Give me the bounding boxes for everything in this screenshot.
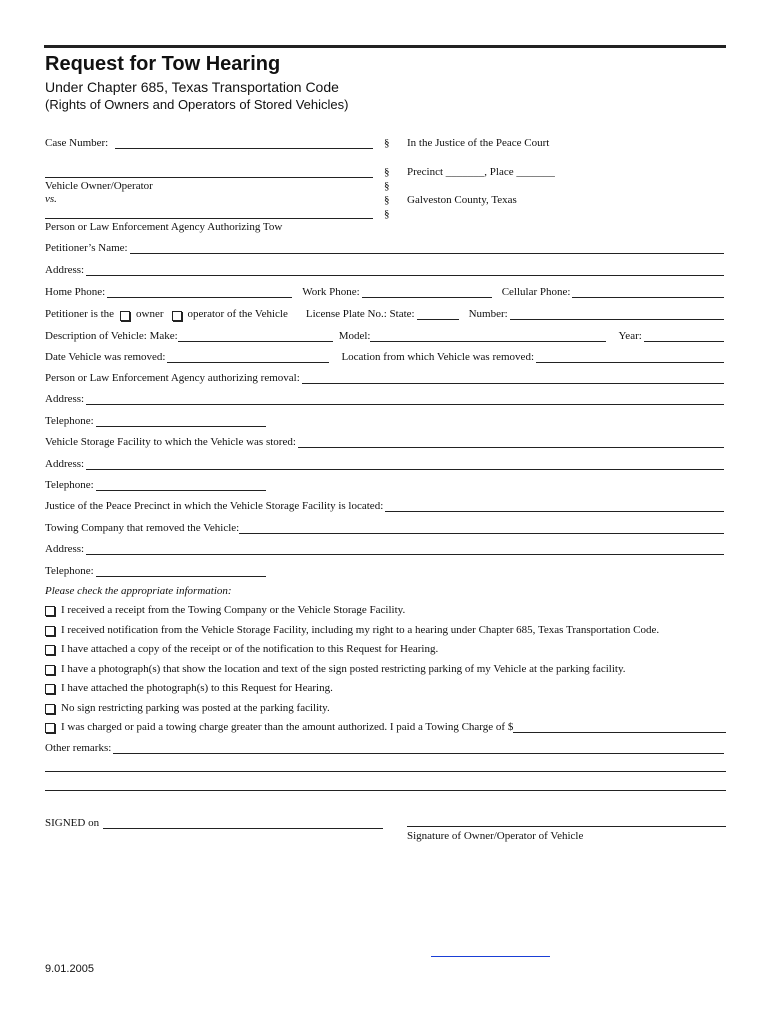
make-label: Description of Vehicle: Make: — [45, 330, 178, 342]
operator-checkbox[interactable] — [172, 311, 182, 321]
checklist-item-label: I have attached the photograph(s) to this Request for Hearing. — [61, 682, 333, 694]
address-label: Address: — [45, 264, 85, 276]
towing-charge-field[interactable] — [513, 722, 726, 733]
make-field[interactable] — [178, 331, 333, 342]
year-field[interactable] — [644, 331, 724, 342]
checklist-item — [45, 663, 626, 675]
checklist-item-label: I have a photograph(s) that show the location and text of the sign posted restricting parking of my Vehicle at the parking facility. — [61, 663, 626, 675]
remarks-line[interactable] — [45, 771, 726, 772]
facility-telephone-field[interactable] — [96, 480, 266, 491]
section-symbol: § — [384, 194, 390, 206]
model-label: Model: — [338, 330, 371, 342]
authorizing-agency-row — [45, 370, 726, 384]
checklist-item-label: I have attached a copy of the receipt or of the notification to this Request for Hearing. — [61, 643, 439, 655]
towing-address-row — [45, 541, 726, 555]
county-label: Galveston County, Texas — [407, 194, 517, 206]
other-remarks-label: Other remarks: — [45, 742, 112, 754]
year-label: Year: — [618, 330, 642, 342]
checklist-item — [45, 643, 438, 655]
agency-telephone-row — [45, 413, 726, 427]
agency-telephone-label: Telephone: — [45, 415, 94, 427]
checklist-item — [45, 624, 659, 636]
state-field[interactable] — [417, 309, 459, 320]
precinct-place-label: Precinct _______, Place _______ — [407, 166, 555, 178]
towing-address-field[interactable] — [86, 544, 724, 555]
location-removed-field[interactable] — [536, 352, 724, 363]
cell-phone-field[interactable] — [572, 287, 724, 298]
checklist-checkbox[interactable] — [45, 665, 55, 675]
checklist-item-label: I received notification from the Vehicle Storage Facility, including my right to a hearing under Chapter 685, Texas Transportation Code. — [61, 624, 660, 636]
link-underline[interactable] — [431, 956, 550, 957]
jp-precinct-field[interactable] — [385, 501, 724, 512]
phone-row — [45, 284, 726, 298]
storage-facility-field[interactable] — [298, 437, 724, 448]
agency-address-field[interactable] — [86, 394, 724, 405]
cell-phone-label: Cellular Phone: — [501, 286, 571, 298]
petitioner-name-field[interactable] — [130, 243, 724, 254]
case-number-field[interactable] — [115, 148, 373, 149]
owner-checkbox[interactable] — [120, 311, 130, 321]
checklist-item — [45, 604, 405, 616]
signature-label: Signature of Owner/Operator of Vehicle — [407, 830, 584, 842]
checklist-checkbox[interactable] — [45, 606, 55, 616]
facility-telephone-label: Telephone: — [45, 479, 94, 491]
agency-label: Person or Law Enforcement Agency Authorizing Tow — [45, 221, 283, 233]
court-label: In the Justice of the Peace Court — [407, 137, 550, 149]
storage-facility-row — [45, 434, 726, 448]
checklist-checkbox[interactable] — [45, 626, 55, 636]
license-plate-label: License Plate No.: State: — [305, 308, 415, 320]
section-symbol: § — [384, 208, 390, 220]
section-symbol: § — [384, 137, 390, 149]
form-subtitle: Under Chapter 685, Texas Transportation Code — [45, 79, 339, 95]
top-rule — [44, 45, 726, 48]
checklist-checkbox[interactable] — [45, 723, 55, 733]
checklist-heading: Please check the appropriate information: — [45, 585, 232, 597]
petitioner-is-label: Petitioner is the — [45, 308, 115, 320]
towing-company-label: Towing Company that removed the Vehicle: — [45, 522, 240, 534]
other-remarks-field[interactable] — [113, 743, 724, 754]
form-title: Request for Tow Hearing — [45, 53, 281, 75]
agency-address-label: Address: — [45, 393, 85, 405]
towing-telephone-field[interactable] — [96, 566, 266, 577]
checklist-item-label: No sign restricting parking was posted at the parking facility. — [61, 702, 330, 714]
agency-telephone-field[interactable] — [96, 416, 266, 427]
signature-line[interactable] — [407, 826, 726, 827]
section-symbol: § — [384, 180, 390, 192]
address-row — [45, 262, 726, 276]
signed-on-field[interactable] — [103, 818, 383, 829]
checklist-checkbox[interactable] — [45, 645, 55, 655]
vehicle-description-row — [45, 328, 726, 342]
address-field[interactable] — [86, 265, 724, 276]
facility-address-label: Address: — [45, 458, 85, 470]
checklist-checkbox[interactable] — [45, 704, 55, 714]
towing-address-label: Address: — [45, 543, 85, 555]
remarks-line[interactable] — [45, 790, 726, 791]
checklist-checkbox[interactable] — [45, 684, 55, 694]
work-phone-field[interactable] — [362, 287, 492, 298]
agency-name-field[interactable] — [45, 218, 373, 219]
operator-label: operator of the Vehicle — [187, 308, 288, 320]
jp-precinct-label: Justice of the Peace Precinct in which the Vehicle Storage Facility is located: — [45, 500, 384, 512]
checklist-item-label: I was charged or paid a towing charge greater than the amount authorized. I paid a Towing Charge of $ — [61, 721, 514, 733]
plate-number-label: Number: — [468, 308, 508, 320]
signed-on-row — [45, 815, 385, 829]
towing-company-field[interactable] — [239, 523, 724, 534]
petitioner-name-row — [45, 240, 726, 254]
checklist-item — [45, 702, 330, 714]
authorizing-agency-label: Person or Law Enforcement Agency authorizing removal: — [45, 372, 300, 384]
home-phone-field[interactable] — [107, 287, 292, 298]
revision-date: 9.01.2005 — [45, 963, 94, 975]
other-remarks-row — [45, 740, 726, 754]
checklist-item — [45, 682, 333, 694]
vs-label: vs. — [45, 193, 57, 205]
form-subtitle-2: (Rights of Owners and Operators of Stored Vehicles) — [45, 97, 349, 112]
signed-on-label: SIGNED on — [45, 817, 100, 829]
date-removed-field[interactable] — [167, 352, 329, 363]
location-removed-label: Location from which Vehicle was removed: — [341, 351, 534, 363]
home-phone-label: Home Phone: — [45, 286, 106, 298]
checklist-item — [45, 721, 726, 733]
owner-name-field[interactable] — [45, 177, 373, 178]
facility-telephone-row — [45, 477, 726, 491]
authorizing-agency-field[interactable] — [302, 373, 724, 384]
towing-telephone-row — [45, 563, 726, 577]
owner-label: owner — [136, 308, 164, 320]
section-symbol: § — [384, 166, 390, 178]
towing-telephone-label: Telephone: — [45, 565, 94, 577]
model-field[interactable] — [370, 331, 606, 342]
jp-precinct-row — [45, 498, 726, 512]
storage-facility-label: Vehicle Storage Facility to which the Vehicle was stored: — [45, 436, 296, 448]
removal-row — [45, 349, 726, 363]
petitioner-name-label: Petitioner’s Name: — [45, 242, 128, 254]
vehicle-owner-label: Vehicle Owner/Operator — [45, 180, 153, 192]
petitioner-is-row — [45, 306, 726, 320]
towing-company-row — [45, 520, 726, 534]
facility-address-row — [45, 456, 726, 470]
checklist-item-label: I received a receipt from the Towing Company or the Vehicle Storage Facility. — [61, 604, 406, 616]
plate-number-field[interactable] — [510, 309, 724, 320]
agency-address-row — [45, 391, 726, 405]
case-number-label: Case Number: — [45, 137, 109, 149]
work-phone-label: Work Phone: — [302, 286, 360, 298]
facility-address-field[interactable] — [86, 459, 724, 470]
date-removed-label: Date Vehicle was removed: — [45, 351, 166, 363]
